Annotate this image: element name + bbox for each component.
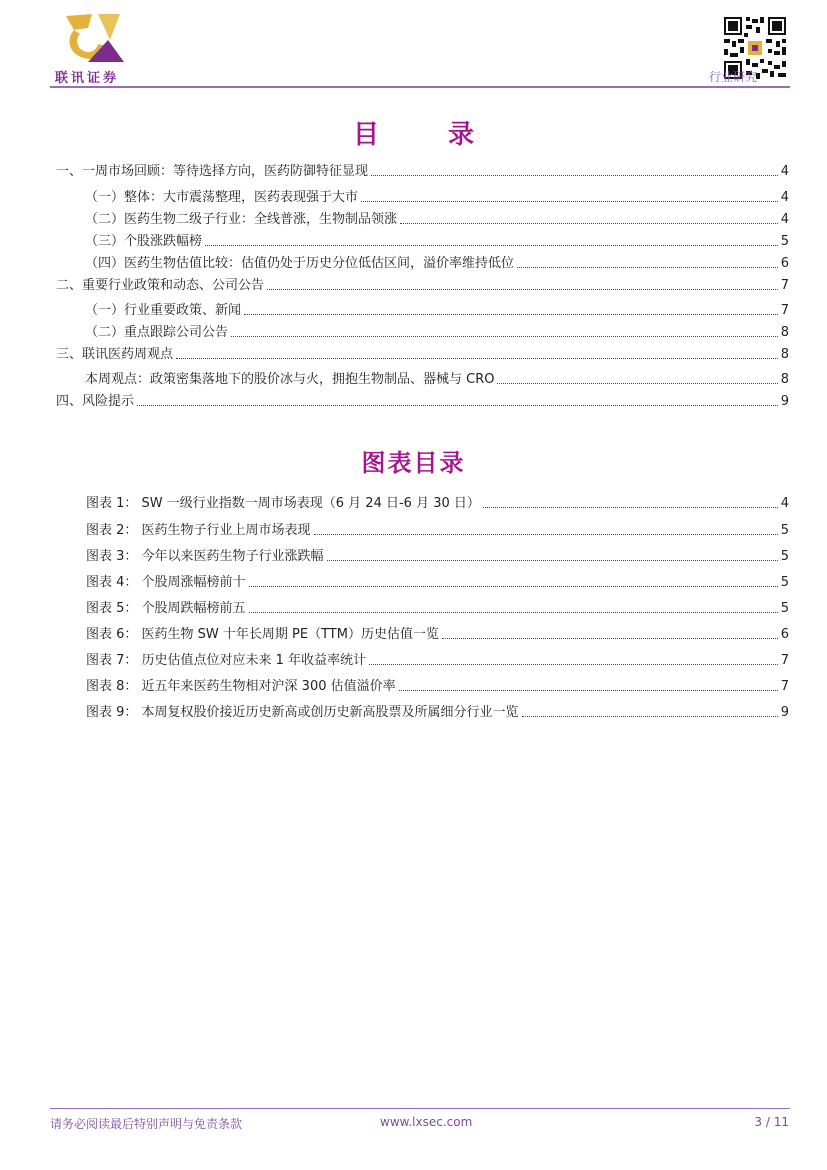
toc-entry[interactable]: [85, 186, 789, 206]
toc-entry-page: 6: [780, 256, 789, 271]
toc-entry-page: 4: [780, 164, 789, 179]
report-type-label: 行业研究: [708, 70, 757, 84]
figure-entry-page: 5: [780, 523, 789, 538]
figure-entry-text: 图表 7： 历史估值点位对应未来 1 年收益率统计: [86, 653, 367, 668]
company-logo: [50, 10, 140, 85]
toc-entry-text: 三、联讯医药周观点: [56, 347, 174, 362]
figure-entry[interactable]: [86, 519, 789, 539]
toc-leader-dots: [314, 534, 778, 535]
toc-entry-page: 9: [780, 394, 789, 409]
figure-entry-text: 图表 6： 医药生物 SW 十年长周期 PE（TTM）历史估值一览: [86, 627, 439, 642]
footer-page-number: 3 / 11: [754, 1115, 789, 1129]
toc-entry-page: 7: [780, 278, 789, 293]
figure-entry-text: 图表 3： 今年以来医药生物子行业涨跌幅: [86, 549, 324, 564]
figure-entry[interactable]: [86, 623, 789, 643]
toc-leader-dots: [517, 267, 778, 268]
toc-leader-dots: [400, 223, 778, 224]
toc-entry[interactable]: [56, 160, 789, 180]
figure-entry-page: 7: [780, 679, 789, 694]
figure-entry-text: 图表 9： 本周复权股价接近历史新高或创历史新高股票及所属细分行业一览: [86, 705, 519, 720]
toc-entry-page: 4: [780, 190, 789, 205]
figure-entry-page: 5: [780, 549, 789, 564]
toc-title: 目 录: [352, 120, 505, 150]
figure-entry-page: 9: [780, 705, 789, 720]
toc-entry-text: 一、一周市场回顾：等待选择方向，医药防御特征显现: [56, 164, 369, 179]
logo-emblem-icon: [58, 10, 128, 66]
figure-entry-page: 4: [780, 496, 789, 511]
toc-entry-text: （三）个股涨跌幅榜: [85, 234, 203, 249]
toc-leader-dots: [361, 201, 778, 202]
toc-entry-page: 4: [780, 212, 789, 227]
footer-website[interactable]: www.lxsec.com: [380, 1115, 473, 1129]
figure-entry-text: 图表 4： 个股周涨幅榜前十: [86, 575, 246, 590]
toc-entry-text: （二）医药生物二级子行业：全线普涨，生物制品领涨: [85, 212, 398, 227]
figures-toc-title: 图表目录: [361, 449, 466, 477]
figure-entry[interactable]: [86, 701, 789, 721]
figure-entry-text: 图表 8： 近五年来医药生物相对沪深 300 估值溢价率: [86, 679, 396, 694]
toc-entry-text: （一）行业重要政策、新闻: [85, 303, 242, 318]
toc-entry-text: 四、风险提示: [56, 394, 135, 409]
figure-entry-text: 图表 5： 个股周跌幅榜前五: [86, 601, 246, 616]
toc-entry[interactable]: [85, 299, 789, 319]
figure-entry[interactable]: [86, 492, 789, 512]
toc-entry[interactable]: [85, 321, 789, 341]
toc-leader-dots: [176, 358, 778, 359]
toc-leader-dots: [522, 716, 778, 717]
toc-leader-dots: [369, 664, 778, 665]
figure-entry-page: 5: [780, 575, 789, 590]
toc-leader-dots: [205, 245, 778, 246]
figure-entry[interactable]: [86, 571, 789, 591]
toc-leader-dots: [483, 507, 778, 508]
toc-entry-text: （二）重点跟踪公司公告: [85, 325, 229, 340]
toc-entry-text: （四）医药生物估值比较：估值仍处于历史分位低估区间，溢价率维持低位: [85, 256, 515, 271]
toc-leader-dots: [249, 612, 778, 613]
page-header: [0, 0, 827, 92]
toc-leader-dots: [231, 336, 778, 337]
toc-entry[interactable]: [56, 274, 789, 294]
toc-entry[interactable]: [85, 368, 789, 388]
figure-entry[interactable]: [86, 545, 789, 565]
footer-divider: [50, 1108, 790, 1109]
toc-entry[interactable]: [85, 252, 789, 272]
toc-entry-text: 二、重要行业政策和动态、公司公告: [56, 278, 265, 293]
toc-leader-dots: [371, 175, 778, 176]
toc-leader-dots: [137, 405, 778, 406]
toc-entry-text: （一）整体：大市震荡整理，医药表现强于大市: [85, 190, 359, 205]
toc-entry-page: 5: [780, 234, 789, 249]
toc-entry-text: 本周观点：政策密集落地下的股价冰与火，拥抱生物制品、器械与 CRO: [85, 372, 495, 387]
toc-leader-dots: [442, 638, 778, 639]
figure-entry-text: 图表 1： SW 一级行业指数一周市场表现（6 月 24 日-6 月 30 日）: [86, 496, 480, 511]
figure-entry-text: 图表 2： 医药生物子行业上周市场表现: [86, 523, 311, 538]
company-name: 联讯证券: [55, 71, 120, 86]
figure-entry[interactable]: [86, 675, 789, 695]
figure-entry-page: 7: [780, 653, 789, 668]
toc-leader-dots: [327, 560, 778, 561]
toc-entry[interactable]: [85, 230, 789, 250]
figure-entry[interactable]: [86, 597, 789, 617]
toc-entry[interactable]: [85, 208, 789, 228]
toc-leader-dots: [267, 289, 778, 290]
toc-entry[interactable]: [56, 343, 789, 363]
header-divider: [50, 86, 790, 88]
toc-entry-page: 8: [780, 325, 789, 340]
figure-entry-page: 6: [780, 627, 789, 642]
toc-leader-dots: [399, 690, 778, 691]
toc-leader-dots: [497, 383, 777, 384]
toc-leader-dots: [249, 586, 778, 587]
toc-leader-dots: [244, 314, 778, 315]
toc-entry[interactable]: [56, 390, 789, 410]
toc-entry-page: 8: [780, 347, 789, 362]
toc-entry-page: 8: [780, 372, 789, 387]
toc-entry-page: 7: [780, 303, 789, 318]
figure-entry[interactable]: [86, 649, 789, 669]
figure-entry-page: 5: [780, 601, 789, 616]
footer-disclaimer: 请务必阅读最后特别声明与免责条款: [50, 1117, 243, 1131]
